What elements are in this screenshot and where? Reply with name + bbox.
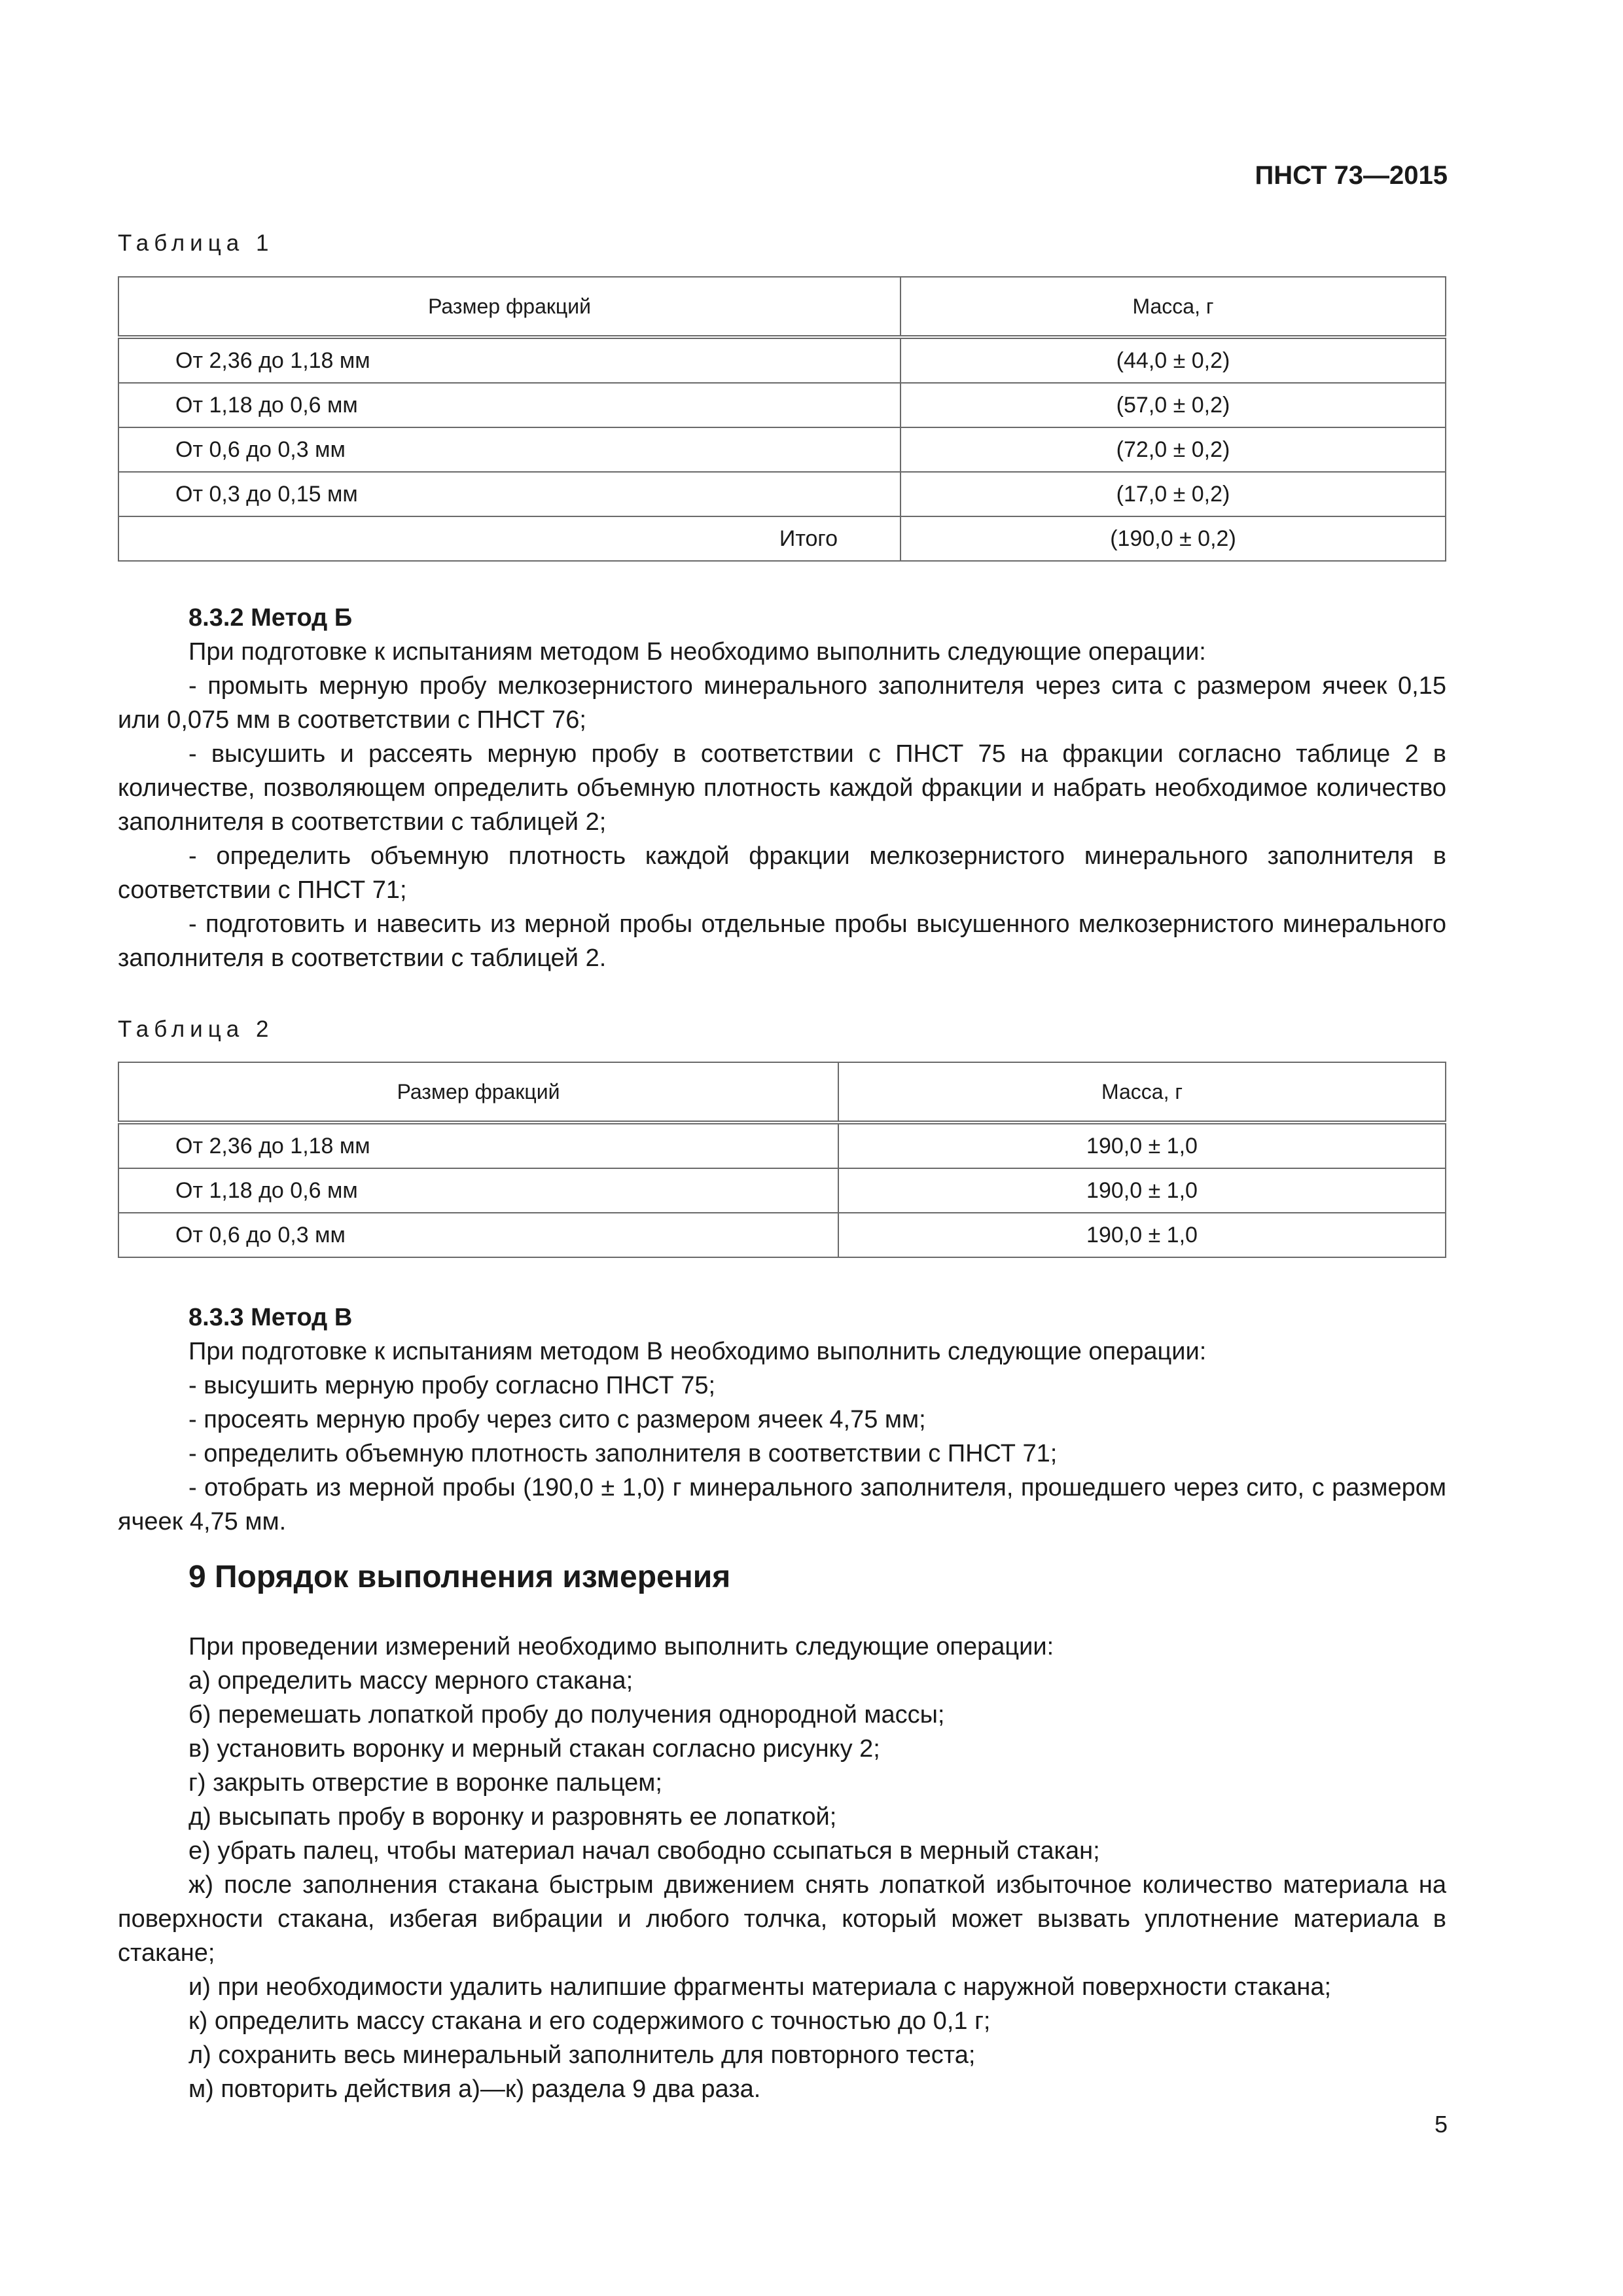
section-8-3-3 (118, 1300, 1446, 1539)
table1-total-row (118, 516, 1446, 561)
table2-col-size: Размер фракций (118, 1062, 838, 1122)
list-item: л) сохранить весь минеральный заполнитель для повторного теста; (188, 2041, 976, 2069)
list-item: к) определить массу стакана и его содержимого с точностью до 0,1 г; (188, 2007, 991, 2035)
paragraph: - подготовить и навесить из мерной пробы отдельные пробы высушенного мелкозернистого минерального заполнителя в соответствии с таблицей 2. (118, 910, 1446, 972)
table1-header-row (118, 277, 1446, 337)
table-row (118, 1122, 1446, 1168)
cell-size: От 2,36 до 1,18 мм (118, 1122, 838, 1168)
cell-size: От 1,18 до 0,6 мм (118, 1168, 838, 1213)
table1-col-size: Размер фракций (118, 277, 901, 337)
table2-header-row (118, 1062, 1446, 1122)
table-row (118, 427, 1446, 472)
cell-mass: 190,0 ± 1,0 (838, 1168, 1446, 1213)
list-item: ж) после заполнения стакана быстрым движением снять лопаткой избыточное количество материала на поверхности стакана, избегая вибрации и любого толчка, который может вызвать уплотнение материала в стакане; (118, 1871, 1446, 1967)
table1-caption: Таблица 1 (118, 230, 274, 256)
list-item: в) установить воронку и мерный стакан согласно рисунку 2; (188, 1735, 880, 1763)
paragraph: - высушить и рассеять мерную пробу в соответствии с ПНСТ 75 на фракции согласно таблице 2 в количестве, позволяющем определить объемную плотность каждой фракции и набрать необходимое количество заполнителя в соответствии с таблицей 2; (118, 740, 1446, 836)
cell-size: От 2,36 до 1,18 мм (118, 337, 901, 383)
section-9 (118, 1558, 1446, 2106)
section-heading: 8.3.3 Метод В (188, 1304, 353, 1331)
paragraph: - промыть мерную пробу мелкозернистого минерального заполнителя через сита с размером ячеек 0,15 или 0,075 мм в соответствии с ПНСТ 76; (118, 672, 1446, 734)
section-8-3-2 (118, 601, 1446, 975)
cell-mass: (44,0 ± 0,2) (901, 337, 1446, 383)
total-value: (190,0 ± 0,2) (901, 516, 1446, 561)
list-item: м) повторить действия а)—к) раздела 9 два раза. (188, 2075, 761, 2103)
cell-mass: (57,0 ± 0,2) (901, 383, 1446, 427)
table2 (118, 1062, 1446, 1258)
cell-mass: (17,0 ± 0,2) (901, 472, 1446, 516)
cell-size: От 0,3 до 0,15 мм (118, 472, 901, 516)
cell-mass: 190,0 ± 1,0 (838, 1122, 1446, 1168)
paragraph: - высушить мерную пробу согласно ПНСТ 75; (188, 1372, 716, 1399)
page-number: 5 (1434, 2111, 1448, 2138)
paragraph: - просеять мерную пробу через сито с размером ячеек 4,75 мм; (188, 1406, 926, 1433)
table1-col-mass: Масса, г (901, 277, 1446, 337)
cell-mass: 190,0 ± 1,0 (838, 1213, 1446, 1257)
table1 (118, 276, 1446, 562)
table2-caption: Таблица 2 (118, 1016, 274, 1042)
standard-header: ПНСТ 73—2015 (1255, 161, 1448, 190)
table-row (118, 1213, 1446, 1257)
section-title: 9 Порядок выполнения измерения (188, 1560, 731, 1594)
section-heading: 8.3.2 Метод Б (188, 604, 353, 632)
list-item: а) определить массу мерного стакана; (188, 1667, 633, 1695)
paragraph: При подготовке к испытаниям методом Б необходимо выполнить следующие операции: (188, 638, 1206, 666)
list-item: д) высыпать пробу в воронку и разровнять ее лопаткой; (188, 1803, 837, 1831)
list-item: г) закрыть отверстие в воронке пальцем; (188, 1769, 662, 1797)
table-row (118, 337, 1446, 383)
total-label: Итого (118, 516, 901, 561)
cell-size: От 1,18 до 0,6 мм (118, 383, 901, 427)
paragraph: - определить объемную плотность каждой фракции мелкозернистого минерального заполнителя в соответствии с ПНСТ 71; (118, 842, 1446, 904)
table2-col-mass: Масса, г (838, 1062, 1446, 1122)
paragraph: При подготовке к испытаниям методом В необходимо выполнить следующие операции: (188, 1338, 1207, 1365)
table-row (118, 472, 1446, 516)
cell-size: От 0,6 до 0,3 мм (118, 427, 901, 472)
list-item: б) перемешать лопаткой пробу до получения однородной массы; (188, 1701, 945, 1729)
cell-size: От 0,6 до 0,3 мм (118, 1213, 838, 1257)
table-row (118, 383, 1446, 427)
cell-mass: (72,0 ± 0,2) (901, 427, 1446, 472)
list-item: е) убрать палец, чтобы материал начал свободно ссыпаться в мерный стакан; (188, 1837, 1100, 1865)
table-row (118, 1168, 1446, 1213)
paragraph: - определить объемную плотность заполнителя в соответствии с ПНСТ 71; (188, 1440, 1058, 1467)
paragraph: - отобрать из мерной пробы (190,0 ± 1,0) г минерального заполнителя, прошедшего через сито, с размером ячеек 4,75 мм. (118, 1474, 1446, 1535)
paragraph: При проведении измерений необходимо выполнить следующие операции: (188, 1633, 1054, 1660)
list-item: и) при необходимости удалить налипшие фрагменты материала с наружной поверхности стакана; (188, 1973, 1332, 2001)
